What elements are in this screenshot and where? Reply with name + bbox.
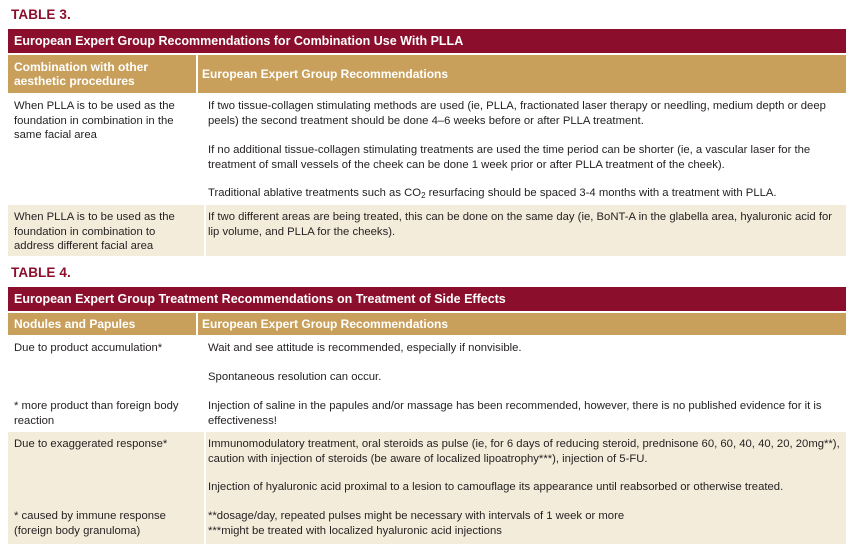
table3-row2-para1: If two different areas are being treated, this can be done on the same day (ie, BoNT-A in the glabella area, hyaluronic acid for lip volume, and PLLA for the cheeks). — [208, 211, 833, 238]
table4-header-col1: Nodules and Papules — [14, 317, 136, 331]
table4-label: TABLE 4. — [11, 265, 71, 280]
table4-title: European Expert Group Treatment Recommendations on Treatment of Side Effects — [8, 287, 846, 311]
table4-row2-note2: ***might be treated with localized hyaluronic acid injections — [208, 525, 502, 537]
table4-row1-left-main: Due to product accumulation* — [14, 342, 163, 354]
table3-label: TABLE 3. — [11, 7, 71, 22]
table3-header-col2: European Expert Group Recommendations — [196, 55, 846, 93]
table3-row-2 — [8, 205, 846, 256]
table3-row2-left: When PLLA is to be used as the foundation in combination to address different facial area — [14, 211, 175, 252]
table4-row-2 — [8, 432, 846, 544]
table3-title: European Expert Group Recommendations for Combination Use With PLLA — [8, 29, 846, 53]
column-divider — [204, 205, 206, 256]
table3-row-1 — [8, 93, 846, 205]
table4-row2-left-main: Due to exaggerated response* — [14, 438, 168, 450]
table4-header-col2: European Expert Group Recommendations — [196, 313, 846, 335]
table3-row1-para1: If two tissue-collagen stimulating methods are used (ie, PLLA, fractionated laser therapy or needling, medium depth or deep peels) the second treatment should be done 4–6 weeks before or after PLLA treatment. — [208, 100, 826, 127]
table4-row1-para2: Spontaneous resolution can occur. — [208, 371, 382, 383]
co2-suffix: resurfacing should be spaced 3-4 months with a treatment with PLLA. — [428, 187, 777, 199]
table3-row1-para2: If no additional tissue-collagen stimulating treatments are used the time period can be shorter (ie, a vascular laser for the treatment of small vessels of the cheek can be done 1 week prior or after PLLA treatment of the cheek). — [208, 144, 811, 171]
table4-row1-para3: Injection of saline in the papules and/or massage has been recommended, however, there is no published evidence for it is effectiveness! — [208, 400, 822, 427]
table4-row2-left-note: * caused by immune response (foreign body granuloma) — [14, 510, 166, 537]
table4-row-1 — [8, 335, 846, 432]
co2-prefix: Traditional ablative treatments such as CO — [208, 187, 422, 199]
table4-row1-left-note: * more product than foreign body reaction — [14, 400, 179, 427]
co2-subscript: 2 — [421, 191, 426, 200]
table3-header-row — [8, 55, 846, 93]
table3-header-col1: Combination with other aesthetic procedures — [14, 60, 148, 88]
table4-row1-para1: Wait and see attitude is recommended, especially if nonvisible. — [208, 342, 522, 354]
table3-row1-para3 — [208, 186, 842, 201]
table4-row2-para2: Injection of hyaluronic acid proximal to a lesion to camouflage its appearance until reabsorbed or otherwise treated. — [208, 481, 784, 493]
table3-row1-left: When PLLA is to be used as the foundation in combination in the same facial area — [14, 100, 175, 141]
table4-row2-note1: **dosage/day, repeated pulses might be necessary with intervals of 1 week or more — [208, 510, 625, 522]
table4-row2-para1: Immunomodulatory treatment, oral steroids as pulse (ie, for 6 days of reducing steroid, prednisone 60, 60, 40, 40, 20, 20mg**), caution with injection of steroids (be aware of localized lipoatrophy***), injection of 5-FU. — [208, 438, 840, 465]
table4-header-row — [8, 313, 846, 335]
column-divider — [204, 432, 206, 544]
